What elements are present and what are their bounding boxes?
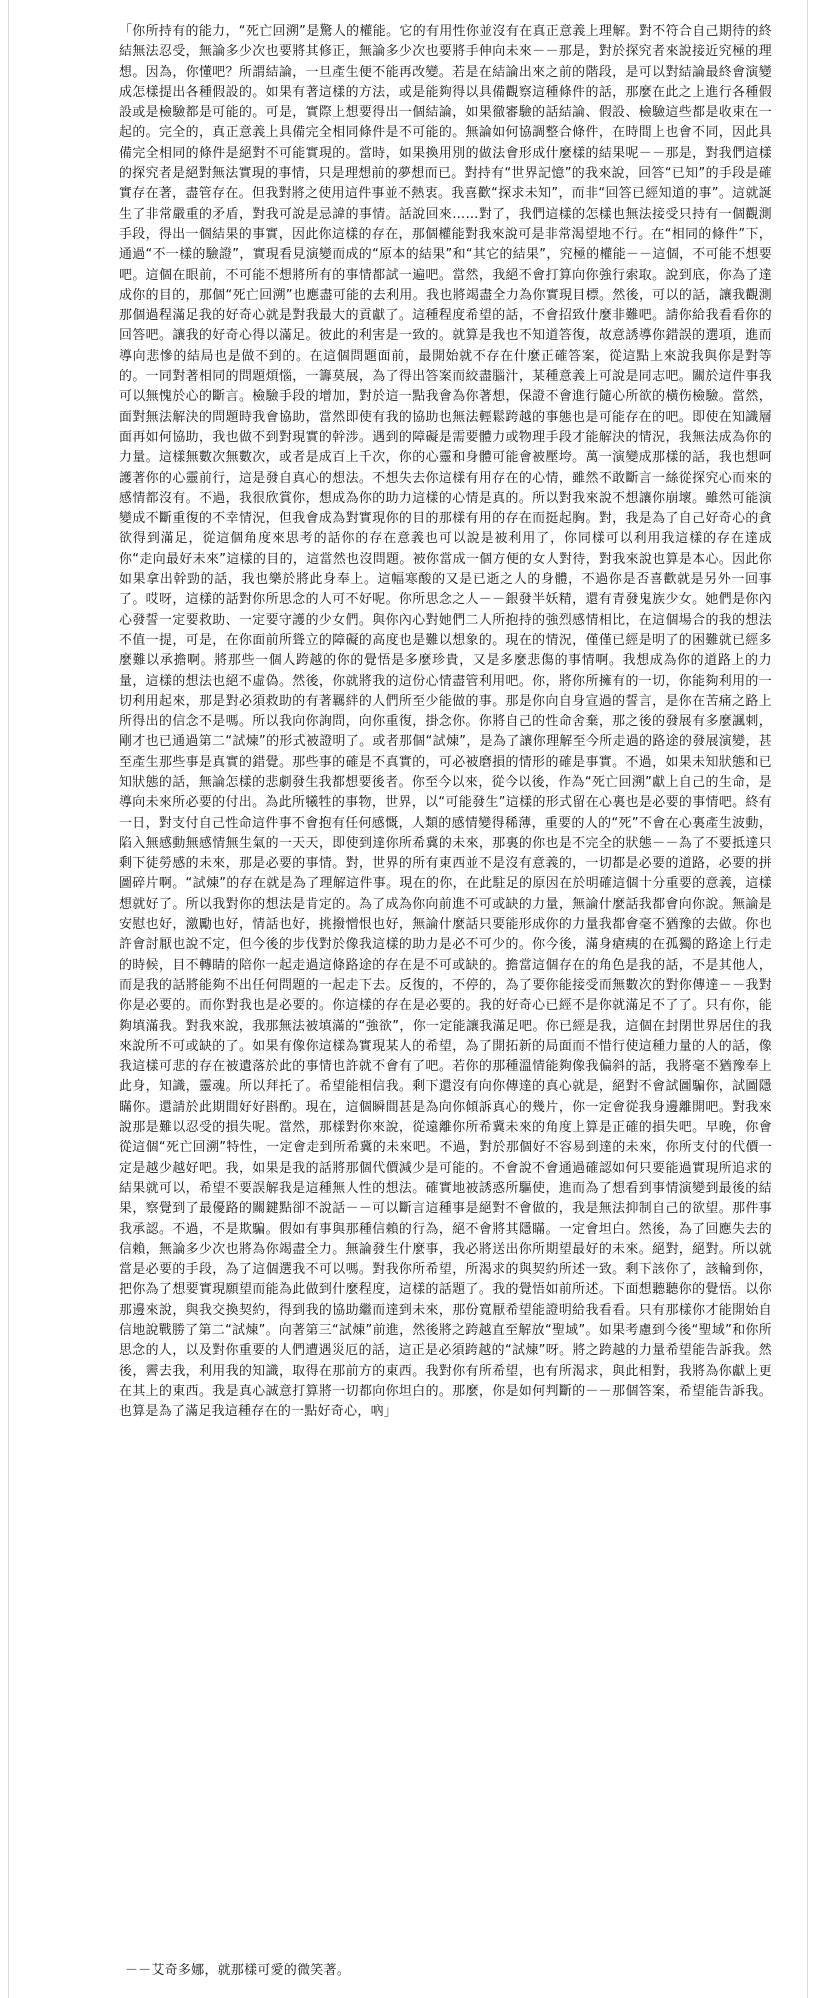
closing-line: －－艾奇多娜，就那樣可愛的微笑著。 [125,1963,351,1978]
page [8,0,808,1998]
article-body [119,22,772,1422]
monologue-paragraph: 「你所持有的能力，“死亡回溯”是驚人的權能。它的有用性你並沒有在真正意義上理解。對不符合自己期待的終結無法忍受，無論多少次也要將其修正，無論多少次也要將手伸向未來－－那是，對於探究者來說接近究極的理想。因為，你懂吧？所謂結論，一旦產生便不能再改變。若是在結論出來之前的階段，是可以對結論最終會演變成怎樣提出各種假設的。如果有著這樣的方法，或是能夠得以具備觀察這種條件的話，那麼在此之上進行各種假設或是檢驗都是可能的。可是，實際上想要得出一個結論，如果徹審驗的話結論、假設、檢驗這些都是收束在一起的。完全的，真正意義上具備完全相同條件是不可能的。無論如何協調整合條件，在時間上也會不同，因此具備完全相同的條件是絕對不可能實現的。當時，如果換用別的做法會形成什麼樣的結果呢－－那是，對我們這樣的探究者是絕對無法實現的事情，只是理想前的夢想而已。對持有“世界記憶”的我來說，回答“已知”的手段是確實存在著，盡管存在。但我對將之使用這件事並不熱衷。我喜歡“探求未知”，而非“回答已經知道的事”。這就誕生了非常嚴重的矛盾，對我可說是忌諱的事情。話說回來……對了，我們這樣的怎樣也無法接受只持有一個觀測手段，得出一個結果的事實，因此你這樣的存在，那個權能對我來說可是非常渴望地不行。在“相同的條件”下，通過“不一樣的驗證”，實現看見演變而成的“原本的結果”和“其它的結果”，究極的權能－－這個，不可能不想要吧。這個在眼前，不可能不想將所有的事情都試一遍吧。當然，我絕不會打算向你強行索取。說到底，你為了達成你的目的，那個“死亡回溯”也應盡可能的去利用。我也將竭盡全力為你實現目標。然後，可以的話，讓我觀測那個過程滿足我的好奇心就是對我最大的貢獻了。這種程度希望的話，不會招致什麼非難吧。請你給我看看你的回答吧。讓我的好奇心得以滿足。彼此的利害是一致的。就算是我也不知道答復，故意誘導你錯誤的選項，進而導向悲慘的結局也是做不到的。在這個問題面前，最開始就不存在什麼正確答案，從這點上來說我與你是對等的。一同對著相同的問題煩惱，一籌莫展，為了得出答案而絞盡腦汁，某種意義上可說是同志吧。關於這件事我可以無愧於心的斷言。檢驗手段的增加，對於這一點我會為你著想，保證不會進行隨心所欲的橫伤檢驗。當然，面對無法解決的問題時我會協助，當然即使有我的協助也無法輕鬆跨越的事態也是可能存在的吧。即使在知識層面再如何協助，我也做不到對現實的幹涉。遇到的障礙是需要體力或物理手段才能解決的情況，我無法成為你的力量。這樣無數次無數次，或者是成百上千次，你的心靈和身體可能會被壓垮。萬一演變成那樣的話，我也想呵護著你的心靈前行，這是發自真心的想法。不想失去你這樣有用存在的心情，雖然不敢斷言一絲從探究心而來的感情都沒有。不過，我很欣賞你，想成為你的助力這樣的心情是真的。所以對我來說不想讓你崩壞。雖然可能演變成不斷重復的不幸情況，但我會成為對實現你的目的那樣有用的存在而挺起胸。對，我是為了自己好奇心的貪欲得到滿足，從這個角度來思考的話你的存在意義也可以說是被利用了，你同樣可以利用我這樣的存在達成你“走向最好未來”這樣的目的，這當然也沒問題。被你當成一個方便的女人對待，對我來說也算是本心。因此你如果拿出幹勁的話，我也樂於將此身奉上。這幅寒酸的又是已逝之人的身體，不過你是否喜歡就是另外一回事了。哎呀，這樣的話對你所思念的人可不好呢。你所思念之人－－銀發半妖精，還有青發鬼族少女。她們是你內心發誓一定要救助、一定要守護的少女們。與你內心對她們二人所抱持的強烈感情相比，在這個場合的我的想法不值一提，可是，在你面前所聳立的障礙的高度也是難以想象的。現在的情況，僅僅已經是明了的困難就已經多麼難以承擔啊。將那些一個人跨越的你的覺悟是多麼珍貴，又是多麼悲傷的事情啊。我想成為你的道路上的力量，這樣的想法也絕不虛偽。然後，你就將我的這份心情盡管利用吧。你，將你所擁有的一切，你能夠利用的一切利用起來，那是對必須救助的有著羈絆的人們所至少能做的事。那是你向自身宣過的誓言，是你在苦痛之路上所得出的信念不是嗎。所以我向你詢問，向你重復，掛念你。你將自己的性命舍棄，那之後的發展有多麼諷刺，剛才也已通過第二“試煉”的形式被證明了。或者那個“試煉”，是為了讓你理解至今所走過的路途的發展演變，甚至產生那些事是真實的錯覺。那些事的確是不真實的，可必被磨損的情形的確是事實。不過，如果未知狀態和已知狀態的話，無論怎樣的悲劇發生我都想要後者。你至今以來，從今以後，作為“死亡回溯”獻上自己的生命，是導向未來所必要的付出。為此所犧牲的事物，世界，以“可能發生”這樣的形式留在心裏也是必要的事情吧。終有一日，對支付自己性命這件事不會抱有任何感慨，人類的感情變得稀薄，重要的人的“死”不會在心裏產生波動，陷入無感動無感情無生氣的一天天，即使到達你所希冀的未來，那裏的你也是不完全的狀態－－為了不要抵達只剩下徒勞感的未來，那是必要的事情。對，世界的所有東西並不是沒有意義的，一切都是必要的道路，必要的拼圖碎片啊。“試煉”的存在就是為了理解這件事。現在的你，在此駐足的原因在於明確這個十分重要的意義，這樣想就好了。所以我對你的想法是肯定的。為了成為你向前進不可或缺的力量，無論什麼話我都會向你說。無論是安慰也好，激勵也好，情話也好，挑撥憎恨也好，無論什麼話只要能形成你的力量我都會毫不猶豫的去做。你也許會討厭也說不定，但今後的步伐對於像我這樣的助力是必不可少的。你今後，滿身瘡痍的在孤獨的路途上行走的時候，目不轉睛的陪你一起走過這條路途的存在是不可或缺的。擔當這個存在的角色是我的話，不是其他人，而是我的話將能夠不出任何問題的一起走下去。反復的，不停的，為了要你能接受而無數次的對你傳達－－我對你是必要的。而你對我也是必要的。你這樣的存在是必要的。我的好奇心已經不是你就滿足不了了。只有你，能夠填滿我。對我來說，我那無法被填滿的“強欲”，你一定能讓我滿足吧。你已經是我，這個在封閉世界居住的我來說所不可或缺的了。如果有像你這樣為實現某人的希望，為了開拓新的局面而不惜行使這種力量的人的話，像我這樣可悲的存在被遺落於此的事情也許就不會有了吧。若你的那種溫情能夠像我偏斜的話，我將毫不猶豫奉上此身，知識，靈魂。所以拜托了。希望能相信我。剩下還沒有向你傳達的真心就是，絕對不會試圖騙你，試圖隱瞞你。還請於此期間好好斟酌。現在，這個瞬間甚是為向你傾訴真心的幾片，你一定會從我身邊離開吧。對我來說那是難以忍受的損失呢。當然，那樣對你來說，從遠離你所希冀未來的角度上算是正確的損失吧。早晚，你會從這個“死亡回溯”特性，一定會走到所希冀的未來吧。不過，對於那個好不容易到達的未來，你所支付的代價一定是越少越好吧。我，如果是我的話將那個代價減少是可能的。不會說不會通過確認如何只要能過實現所追求的結果就可以，希望不要誤解我是這種無人性的想法。確實地被誘惑所驅使，進而為了想看到事情演變到最後的結果，察覺到了最優路的關鍵點卻不說話－－可以斷言這種事是絕對不會做的，我是無法抑制自己的欲望。那件事我承認。不過，不是欺騙。假如有事與那種信賴的行為，絕不會將其隱瞞。一定會坦白。然後，為了回應失去的信賴，無論多少次也將為你竭盡全力。無論發生什麼事，我必將送出你所期望最好的未來。絕對，絕對。所以就當是必要的手段，為了這個選我不可以嗎。對我你所希望，所渴求的與契約所述一致。剩下該你了，該輪到你，把你為了想要實現願望而能為此做到什麼程度，這樣的話題了。我的覺悟如前所述。下面想聽聽你的覺悟。以你那邊來說，與我交換契約，得到我的協助繼而達到未來，那份寬厭希望能證明給我看看。只有那樣你才能開始自信地說戰勝了第二“試煉”。向著第三“試煉”前進，然後將之跨越直至解放“聖域”。如果考慮到今後“聖域”和你所思念的人，以及對你重要的人們遭遇災厄的話，這正是必須跨越的“試煉”呀。將之跨越的力量希望能告訴我。然後，霽去我，利用我的知識，取得在那前方的東西。我對你有所希望，也有所渴求，與此相對，我將為你獻上更在其上的東西。我是真心誠意打算將一切都向你坦白的。那麼，你是如何判斷的－－那個答案，希望能告訴我。也算是為了滿足我這種存在的一點好奇心，吶」 [119,24,772,1420]
